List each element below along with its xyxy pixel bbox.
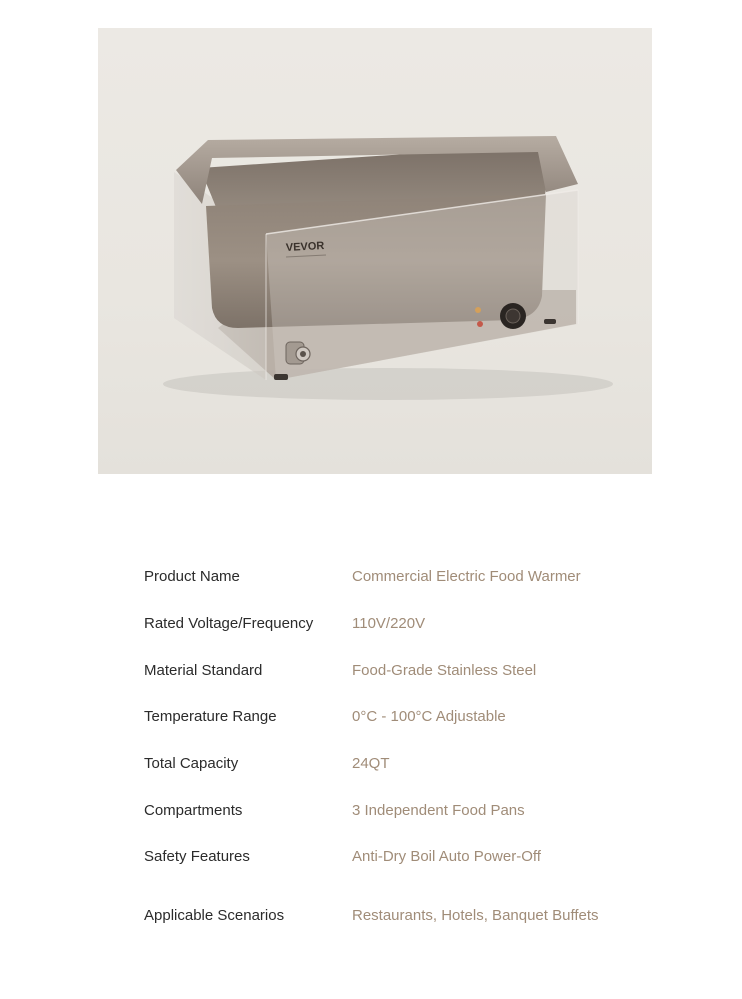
spec-row-temperature <box>144 694 614 741</box>
spec-value: 3 Independent Food Pans <box>352 801 525 819</box>
spec-row-safety <box>144 834 614 881</box>
spec-value: Restaurants, Hotels, Banquet Buffets <box>352 906 599 924</box>
spec-label: Product Name <box>144 568 240 586</box>
spec-row-material <box>144 647 614 694</box>
spec-row-scenarios <box>144 881 614 951</box>
spec-value: Food-Grade Stainless Steel <box>352 661 537 679</box>
spec-row-compartments <box>144 787 614 834</box>
spec-label: Applicable Scenarios <box>144 906 285 924</box>
spec-value: 0°C - 100°C Adjustable <box>352 708 506 726</box>
spec-row-capacity <box>144 741 614 788</box>
spec-row-product-name <box>144 554 614 601</box>
spec-value: Anti-Dry Boil Auto Power-Off <box>352 848 541 866</box>
spec-label: Compartments <box>144 801 243 819</box>
spec-label: Rated Voltage/Frequency <box>144 615 314 633</box>
spec-label: Temperature Range <box>144 708 277 726</box>
svg-text:VEVOR: VEVOR <box>285 239 325 254</box>
spec-row-voltage <box>144 601 614 648</box>
spec-value: 110V/220V <box>352 615 426 633</box>
spec-label: Safety Features <box>144 848 250 866</box>
spec-label: Material Standard <box>144 661 263 679</box>
spec-table <box>144 554 614 951</box>
product-image <box>98 28 652 474</box>
spec-value: Commercial Electric Food Warmer <box>352 568 581 586</box>
spec-value: 24QT <box>352 755 390 773</box>
spec-label: Total Capacity <box>144 755 239 773</box>
food-warmer-illustration <box>98 28 652 474</box>
